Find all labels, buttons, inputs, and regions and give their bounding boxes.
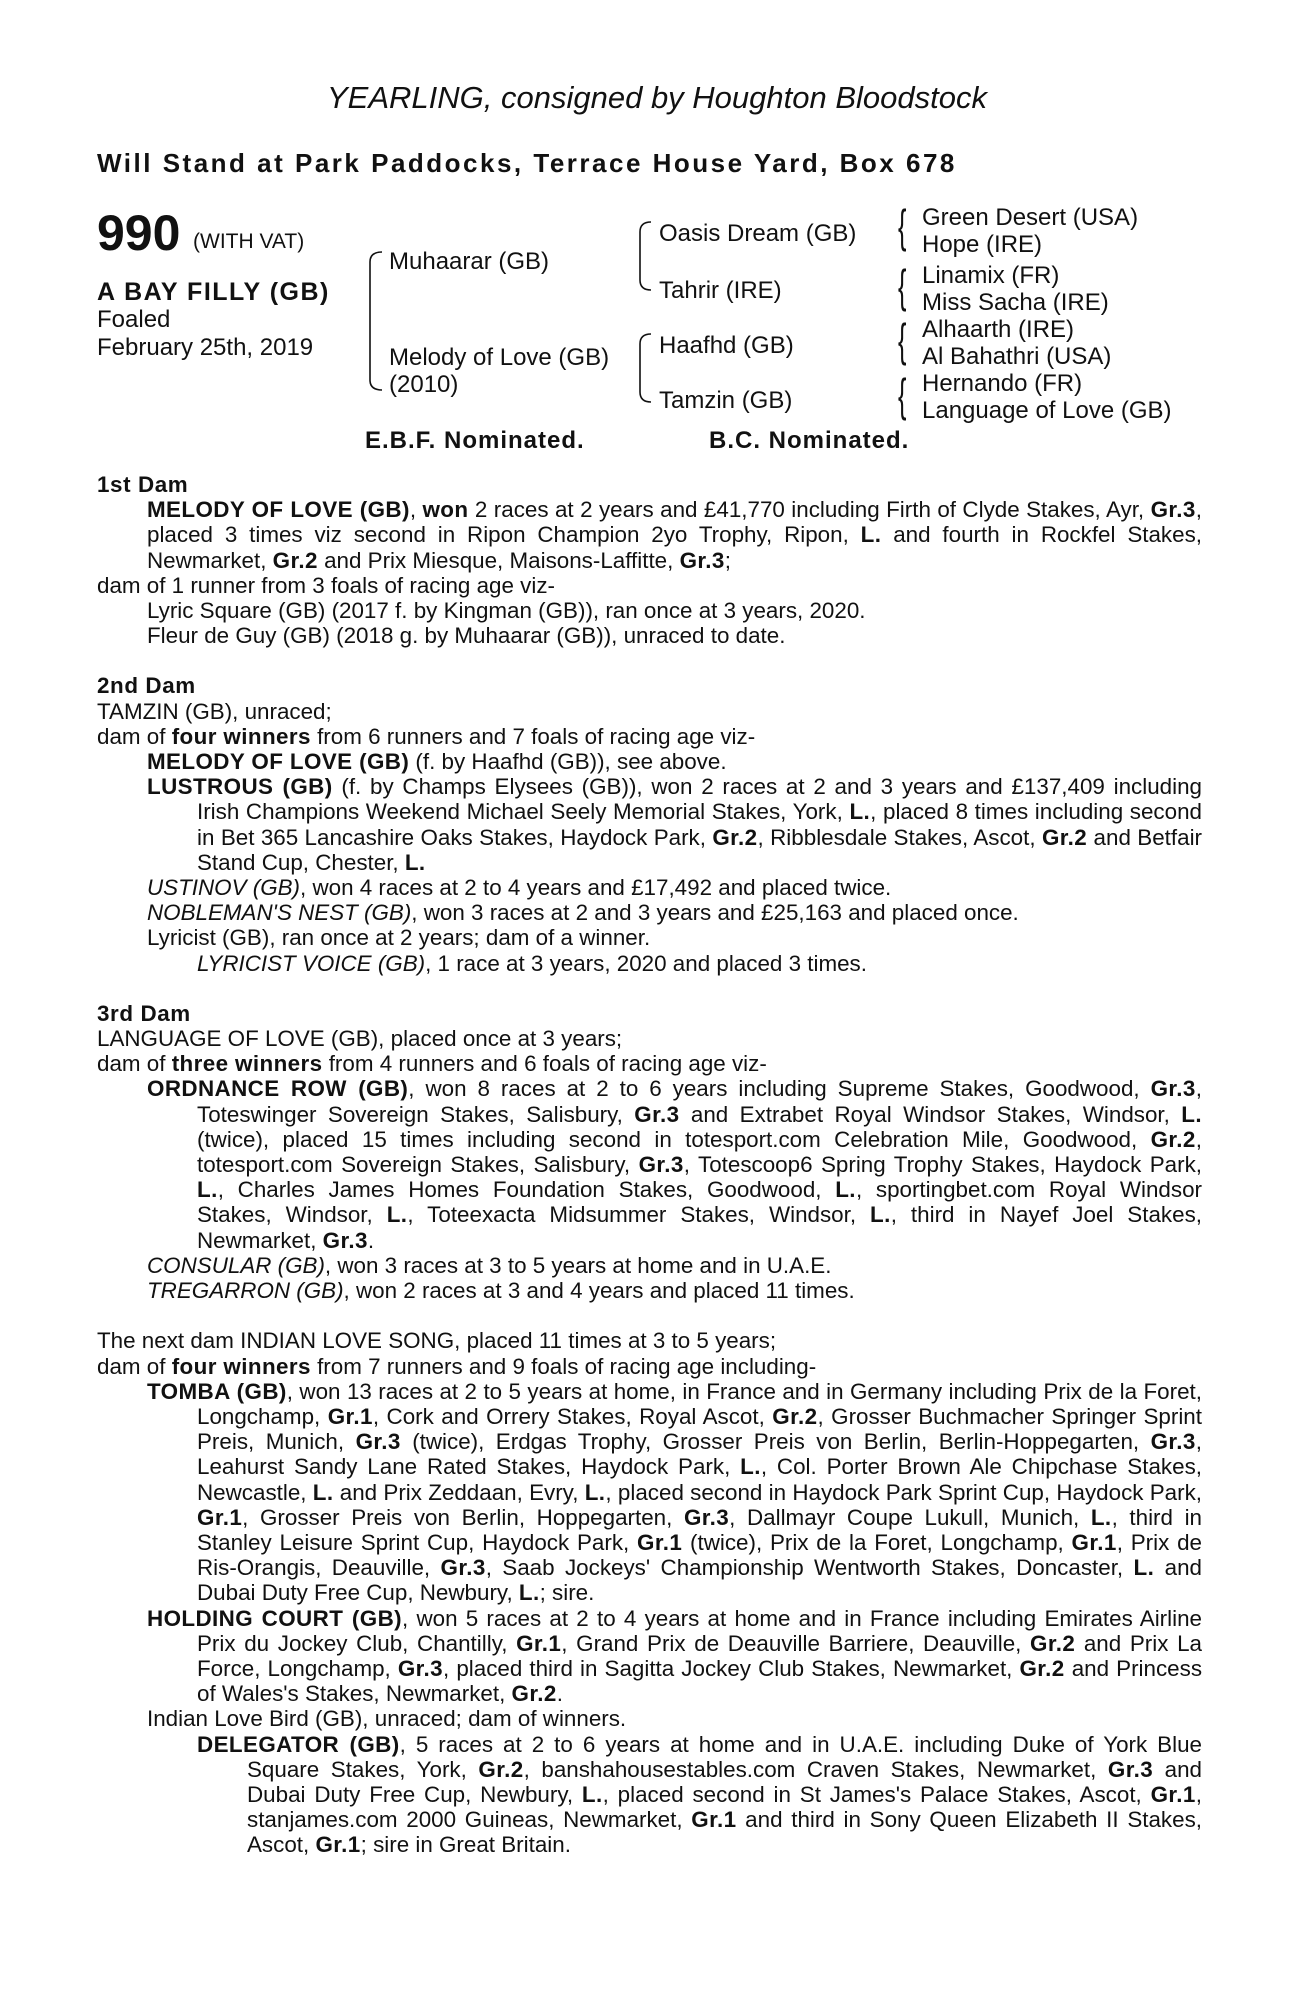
pedigree-dam-dam: Tamzin (GB) (659, 387, 793, 414)
bracket-dam-line (640, 334, 651, 402)
third-dam-line: LANGUAGE OF LOVE (GB), placed once at 3 years; (97, 1026, 623, 1052)
first-dam-heading: 1st Dam (97, 472, 189, 497)
bc-nomination: B.C. Nominated. (709, 427, 910, 454)
horse-name: A BAY FILLY (GB) (97, 278, 330, 306)
produce-item: NOBLEMAN'S NEST (GB), won 3 races at 2 and 3 years and £25,163 and placed once. (147, 900, 1019, 926)
pedigree-dam-sire: Haafhd (GB) (659, 332, 794, 359)
lot-number: 990 (97, 205, 181, 261)
catalogue-header: YEARLING, consigned by Houghton Bloodstock (327, 80, 987, 115)
next-dam-line: The next dam INDIAN LOVE SONG, placed 11 times at 3 to 5 years; (97, 1328, 777, 1354)
stand-location: Will Stand at Park Paddocks, Terrace House Yard, Box 678 (97, 148, 957, 178)
brace-g2: { (898, 260, 907, 312)
first-dam-record: MELODY OF LOVE (GB), won 2 races at 2 years and £41,770 including Firth of Clyde Stakes, Ayr, Gr.3, placed 3 times viz second in Ripon Champion 2yo Trophy, Ripon, L. and fourth in Rockfel Stakes, Newmarket, Gr.2 and Prix Miesque, Maisons-Laffitte, Gr.3; (147, 497, 1202, 573)
pedigree-g5: Alhaarth (IRE) (922, 316, 1075, 343)
produce-item: ORDNANCE ROW (GB), won 8 races at 2 to 6 years including Supreme Stakes, Goodwood, Gr.3, Toteswinger Sovereign Stakes, Salisbury, Gr.3 and Extrabet Royal Windsor Stakes, Windsor, L. (twice), placed 15 times including second in totesport.com Celebration Mile, Goodwood, Gr.2, totesport.com Sovereign Stakes, Salisbury, Gr.3, Totescoop6 Spring Trophy Stakes, Haydock Park, L., Charles James Homes Foundation Stakes, Goodwood, L., sportingbet.com Royal Windsor Stakes, Windsor, L., Toteexacta Midsummer Stakes, Windsor, L., third in Nayef Joel Stakes, Newmarket, Gr.3. (147, 1076, 1202, 1253)
produce-item: MELODY OF LOVE (GB) (f. by Haafhd (GB)), see above. (147, 749, 727, 775)
produce-item: Lyricist (GB), ran once at 2 years; dam of a winner. (147, 925, 651, 951)
third-dam-produce-summary: dam of three winners from 4 runners and 6 foals of racing age viz- (97, 1051, 767, 1077)
catalogue-body (97, 472, 1202, 1858)
pedigree-sire-sire: Oasis Dream (GB) (659, 220, 857, 247)
brace-g3: { (898, 314, 907, 366)
next-dam-produce-summary: dam of four winners from 7 runners and 9 foals of racing age including- (97, 1353, 817, 1379)
pedigree-dam-year: (2010) (389, 371, 459, 398)
pedigree-g2: Hope (IRE) (922, 231, 1043, 258)
foaled-label: Foaled (97, 306, 171, 333)
first-dam-produce-summary: dam of 1 runner from 3 foals of racing age viz- (97, 572, 555, 598)
pedigree-dam: Melody of Love (GB) (389, 344, 610, 371)
foaled-date: February 25th, 2019 (97, 334, 314, 361)
produce-item: CONSULAR (GB), won 3 races at 3 to 5 years at home and in U.A.E. (147, 1252, 832, 1278)
produce-item: HOLDING COURT (GB), won 5 races at 2 to 4 years at home and in France including Emirates Airline Prix du Jockey Club, Chantilly, Gr.1, Grand Prix de Deauville Barriere, Deauville, Gr.2 and Prix La Force, Longchamp, Gr.3, placed third in Sagitta Jockey Club Stakes, Newmarket, Gr.2 and Princess of Wales's Stakes, Newmarket, Gr.2. (147, 1605, 1203, 1707)
third-dam-heading: 3rd Dam (97, 1000, 191, 1026)
pedigree-sire-dam: Tahrir (IRE) (659, 277, 782, 304)
pedigree-g3: Linamix (FR) (922, 262, 1060, 289)
dam-name: MELODY OF LOVE (GB) (147, 497, 410, 523)
produce-item: LYRICIST VOICE (GB), 1 race at 3 years, 2020 and placed 3 times. (197, 950, 867, 976)
pedigree-g6: Al Bahathri (USA) (922, 343, 1112, 370)
produce-item: Fleur de Guy (GB) (2018 g. by Muhaarar (GB)), unraced to date. (147, 623, 786, 649)
vat-note: (WITH VAT) (193, 230, 305, 253)
brace-g4: { (898, 369, 907, 421)
brace-g1: { (898, 200, 907, 252)
pedigree-g1: Green Desert (USA) (922, 204, 1139, 231)
bracket-sire-dam (370, 252, 382, 390)
ebf-nomination: E.B.F. Nominated. (365, 427, 585, 454)
produce-item: TOMBA (GB), won 13 races at 2 to 5 years at home, in France and in Germany including Prix de la Foret, Longchamp, Gr.1, Cork and Orrery Stakes, Royal Ascot, Gr.2, Grosser Buchmacher Springer Sprint Preis, Munich, Gr.3 (twice), Erdgas Trophy, Grosser Preis von Berlin, Berlin-Hoppegarten, Gr.3, Leahurst Sandy Lane Rated Stakes, Haydock Park, L., Col. Porter Brown Ale Chipchase Stakes, Newcastle, L. and Prix Zeddaan, Evry, L., placed second in Haydock Park Sprint Cup, Haydock Park, Gr.1, Grosser Preis von Berlin, Hoppegarten, Gr.3, Dallmayr Coupe Lukull, Munich, L., third in Stanley Leisure Sprint Cup, Haydock Park, Gr.1 (twice), Prix de la Foret, Longchamp, Gr.1, Prix de Ris-Orangis, Deauville, Gr.3, Saab Jockeys' Championship Wentworth Stakes, Doncaster, L. and Dubai Duty Free Cup, Newbury, L.; sire. (147, 1378, 1202, 1606)
second-dam-heading: 2nd Dam (97, 673, 196, 699)
pedigree-g4: Miss Sacha (IRE) (922, 289, 1109, 316)
second-dam-line: TAMZIN (GB), unraced; (97, 698, 332, 724)
produce-item: TREGARRON (GB), won 2 races at 3 and 4 years and placed 11 times. (147, 1278, 855, 1304)
produce-item: Lyric Square (GB) (2017 f. by Kingman (GB)), ran once at 3 years, 2020. (147, 598, 866, 624)
pedigree-g7: Hernando (FR) (922, 370, 1083, 397)
produce-item: DELEGATOR (GB), 5 races at 2 to 6 years at home and in U.A.E. including Duke of York Blue Square Stakes, York, Gr.2, banshahousestables.com Craven Stakes, Newmarket, Gr.3 and Dubai Duty Free Cup, Newbury, L., placed second in St James's Palace Stakes, Ascot, Gr.1, stanjames.com 2000 Guineas, Newmarket, Gr.1 and third in Sony Queen Elizabeth II Stakes, Ascot, Gr.1; sire in Great Britain. (197, 1731, 1202, 1858)
produce-item: Indian Love Bird (GB), unraced; dam of winners. (147, 1706, 627, 1732)
produce-item: USTINOV (GB), won 4 races at 2 to 4 years and £17,492 and placed twice. (147, 875, 892, 901)
pedigree-g8: Language of Love (GB) (922, 397, 1172, 424)
produce-item: LUSTROUS (GB) (f. by Champs Elysees (GB)), won 2 races at 2 and 3 years and £137,409 including Irish Champions Weekend Michael Seely Memorial Stakes, York, L., placed 8 times including second in Bet 365 Lancashire Oaks Stakes, Haydock Park, Gr.2, Ribblesdale Stakes, Ascot, Gr.2 and Betfair Stand Cup, Chester, L. (147, 774, 1203, 875)
bracket-sire-line (640, 222, 651, 290)
second-dam-produce-summary: dam of four winners from 6 runners and 7 foals of racing age viz- (97, 723, 756, 749)
pedigree-sire: Muhaarar (GB) (389, 248, 550, 275)
